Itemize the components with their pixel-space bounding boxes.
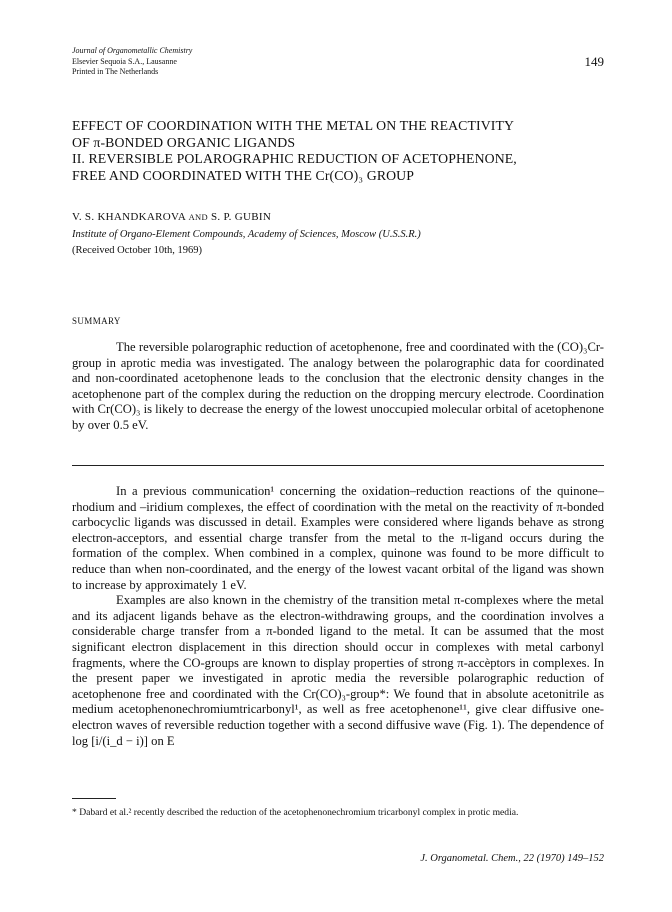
journal-name: Journal of Organometallic Chemistry xyxy=(72,46,193,55)
affiliation: Institute of Organo-Element Compounds, Academy of Sciences, Moscow (U.S.S.R.) xyxy=(72,229,421,240)
footnote: * Dabard et al.² recently described the reduction of the acetophenonechromium tricarbonyl complex in protic media. xyxy=(72,807,519,818)
author-name: V. S. KHANDKAROVA xyxy=(72,211,186,223)
body-paragraph: Examples are also known in the chemistry of the transition metal π-complexes where the metal and its adjacent ligands behave as the electron-withdrawing groups, and the coordination involves a considerable charge transfer from a π-bonded ligand to the metal. It can be assumed that the most significant electron displacement in this direction should occur in complexes with metal carbonyl fragments, where the CO-groups are known to display properties of strong π-accèptors in complexes. In the present paper we investigated in aprotic media the reversible polarographic reduction of acetophenone free and coordinated with the Cr(CO)₃-group*: We found that in absolute acetonitrile as medium acetophenonechromiumtricarbonyl¹, as well as free acetophenone¹¹, give clear diffusive one-electron waves of reversible reduction together with a second diffusive wave (Fig. 1). The dependence of log [i/(i_d − i)] on E xyxy=(72,593,604,748)
author-conjunction: AND xyxy=(188,212,208,222)
title-line: OF π-BONDED ORGANIC LIGANDS xyxy=(72,134,296,150)
author-line xyxy=(72,211,271,223)
article-body xyxy=(72,484,604,749)
summary-heading: SUMMARY xyxy=(72,316,121,326)
summary-section xyxy=(72,340,604,434)
received-date: (Received October 10th, 1969) xyxy=(72,245,203,256)
page-number: 149 xyxy=(584,54,604,69)
article-title xyxy=(72,118,617,184)
title-line: FREE AND COORDINATED WITH THE Cr(CO)₃ GROUP xyxy=(72,167,415,183)
journal-header xyxy=(72,46,192,78)
body-paragraph: In a previous communication¹ concerning the oxidation–reduction reactions of the quinone–rhodium and –iridium complexes, the effect of coordination with the metal on the reactivity of π-bonded carbocyclic ligands was discussed in detail. Examples were considered where ligands behave as strong electron-acceptors, and essential charge transfer from the metal to the π-ligand occurs during the formation of the complex. When combined in a complex, quinone was found to be more difficult to reduce than when non-coordinated, and the energy of the lowest vacant orbital of the ligand was shown to increase by approximately 1 eV. xyxy=(72,484,604,592)
publisher-line: Elsevier Sequoia S.A., Lausanne xyxy=(72,56,177,66)
title-line: EFFECT OF COORDINATION WITH THE METAL ON THE REACTIVITY xyxy=(72,118,515,133)
author-name: S. P. GUBIN xyxy=(210,211,272,223)
summary-paragraph: The reversible polarographic reduction of acetophenone, free and coordinated with the (CO)₃Cr-group in aprotic media was investigated. The analogy between the polarographic data for coordinated and non-coordinated acetophenone leads to the conclusion that the electronic density changes in the acetophenone part of the complex during the reduction on the dropping mercury electrode. Coordination with Cr(CO)₃ is likely to decrease the energy of the lowest unoccupied molecular orbital of acetophenone by over 0.5 eV. xyxy=(72,340,604,432)
title-line: II. REVERSIBLE POLAROGRAPHIC REDUCTION OF ACETOPHENONE, xyxy=(72,151,517,166)
journal-citation: J. Organometal. Chem., 22 (1970) 149–152 xyxy=(420,853,604,864)
printed-line: Printed in The Netherlands xyxy=(72,67,159,76)
footnote-rule xyxy=(72,798,116,799)
section-divider xyxy=(72,465,604,466)
